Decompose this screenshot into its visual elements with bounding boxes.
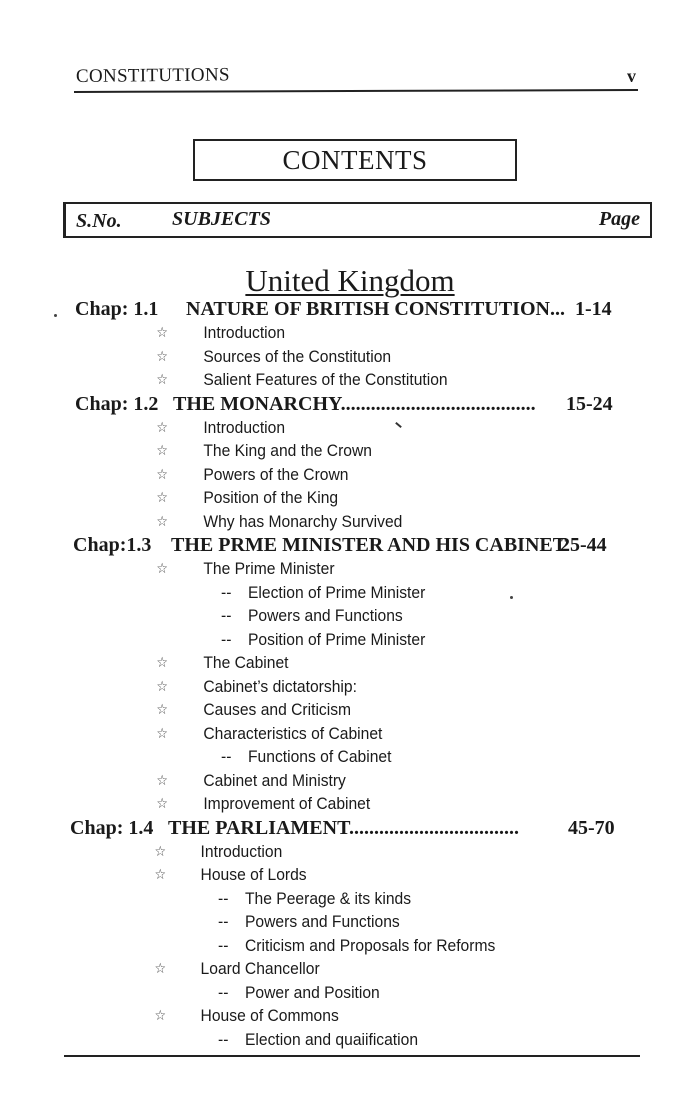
chapter-row [0, 816, 700, 840]
chapter-pages: 1-14 [575, 298, 612, 320]
chapter-number: Chap: 1.1 [75, 298, 159, 320]
star-bullet-icon: ☆ [156, 724, 168, 741]
toc-item [0, 321, 644, 345]
table-header [63, 202, 652, 238]
dash-bullet-icon: -- [218, 912, 229, 931]
dash-bullet-icon: -- [221, 747, 232, 766]
toc-subitem-text: The Peerage & its kinds [245, 888, 412, 908]
toc-item-text: Introduction [203, 323, 286, 342]
chapter-pages: 25-44 [560, 534, 607, 556]
star-bullet-icon: ☆ [156, 347, 168, 364]
footer-rule [64, 1055, 640, 1057]
star-bullet-icon: ☆ [156, 324, 168, 340]
sno-column-header: S.No. [76, 210, 122, 232]
dash-bullet-icon: -- [221, 606, 232, 625]
chapter-pages: 45-70 [568, 816, 615, 839]
star-bullet-icon: ☆ [154, 866, 167, 882]
toc-item [0, 675, 644, 699]
contents-title: CONTENTS [193, 139, 517, 181]
toc-item [0, 863, 644, 887]
toc-item-text: Characteristics of Cabinet [203, 723, 383, 743]
toc-subitem-text: Position of Prime Minister [248, 629, 426, 649]
subjects-column-header: SUBJECTS [172, 208, 271, 230]
toc-subitem [0, 628, 700, 652]
toc-item-text: Cabinet’s dictatorship: [203, 676, 357, 696]
toc-subitem [0, 934, 700, 958]
toc-item-text: Loard Chancellor [200, 959, 320, 978]
toc-item-text: House of Commons [200, 1006, 339, 1025]
star-bullet-icon: ☆ [156, 489, 168, 505]
section-title: United Kingdom [245, 263, 455, 298]
star-bullet-icon: ☆ [156, 442, 168, 458]
star-bullet-icon: ☆ [154, 960, 167, 976]
chapter-title: THE PARLIAMENT.................................. [168, 816, 519, 839]
toc-item-text: Position of the King [203, 488, 339, 507]
toc-item-text: The Prime Minister [203, 559, 335, 578]
star-bullet-icon: ☆ [156, 701, 168, 717]
toc-item [0, 722, 644, 746]
toc-item [0, 1004, 644, 1028]
star-bullet-icon: ☆ [156, 677, 168, 694]
dash-bullet-icon: -- [221, 629, 232, 649]
toc-subitem [0, 910, 700, 934]
toc-subitem-text: Functions of Cabinet [248, 747, 392, 766]
toc-subitem-text: Election of Prime Minister [248, 582, 426, 602]
book-title: CONSTITUTIONS [75, 64, 230, 87]
toc-item-text: Improvement of Cabinet [203, 794, 371, 813]
toc-item [0, 840, 644, 864]
toc-item-text: Causes and Criticism [203, 700, 352, 719]
chapter-row [0, 533, 700, 557]
dash-bullet-icon: -- [218, 1029, 229, 1049]
chapter-number: Chap: 1.2 [75, 392, 159, 415]
toc-subitem-text: Election and quaiification [245, 1029, 419, 1049]
toc-item [0, 439, 644, 463]
star-bullet-icon: ☆ [156, 560, 168, 576]
toc-subitem [0, 604, 700, 628]
toc-item-text: House of Lords [200, 865, 307, 884]
toc-item [0, 463, 644, 487]
star-bullet-icon: ☆ [156, 418, 168, 435]
toc-subitem-text: Powers and Functions [245, 912, 400, 931]
toc-item [0, 651, 644, 675]
toc-item-text: Powers of the Crown [203, 464, 349, 484]
chapter-pages: 15-24 [566, 392, 613, 415]
toc-item-text: Salient Features of the Constitution [203, 370, 448, 389]
star-bullet-icon: ☆ [156, 771, 168, 788]
toc-item-text: Cabinet and Ministry [203, 770, 346, 790]
toc-item [0, 510, 644, 534]
toc-subitem [0, 1028, 700, 1052]
chapter-number: Chap:1.3 [73, 534, 152, 556]
toc-item-text: Sources of the Constitution [203, 346, 392, 366]
chapter-number: Chap: 1.4 [70, 816, 154, 839]
dash-bullet-icon: -- [221, 582, 232, 602]
chapter-row [0, 392, 700, 416]
toc-subitem-text: Power and Position [245, 982, 380, 1002]
toc-item [0, 486, 644, 510]
star-bullet-icon: ☆ [156, 654, 168, 670]
toc-item [0, 345, 644, 369]
toc-item-text: Introduction [203, 417, 286, 437]
toc-subitem [0, 981, 700, 1005]
page-number: v [627, 66, 636, 86]
toc-item [0, 368, 644, 392]
star-bullet-icon: ☆ [156, 465, 168, 482]
running-head [76, 64, 638, 92]
toc-item-text: The King and the Crown [203, 441, 372, 460]
dash-bullet-icon: -- [218, 982, 229, 1002]
chapter-row [0, 297, 700, 321]
chapter-title: THE PRME MINISTER AND HIS CABINET [171, 534, 567, 556]
star-bullet-icon: ☆ [156, 795, 168, 811]
toc-subitem [0, 745, 700, 769]
toc-subitem-text: Criticism and Proposals for Reforms [245, 935, 496, 955]
toc-item [0, 416, 644, 440]
toc-subitem-text: Powers and Functions [248, 606, 403, 625]
toc-item-text: The Cabinet [203, 653, 289, 672]
toc-item [0, 557, 644, 581]
star-bullet-icon: ☆ [156, 371, 168, 387]
toc-item [0, 792, 644, 816]
toc-item-text: Why has Monarchy Survived [203, 511, 403, 531]
toc-item [0, 698, 644, 722]
dash-bullet-icon: -- [218, 888, 229, 908]
page-column-header: Page [598, 208, 640, 230]
dash-bullet-icon: -- [218, 935, 229, 955]
toc-subitem [0, 581, 700, 605]
toc-item [0, 957, 644, 981]
toc-subitem [0, 887, 700, 911]
chapter-title: NATURE OF BRITISH CONSTITUTION... [186, 298, 565, 320]
chapter-title: THE MONARCHY....................................... [173, 392, 536, 415]
star-bullet-icon: ☆ [154, 1007, 167, 1023]
toc-item [0, 769, 644, 793]
star-bullet-icon: ☆ [154, 842, 167, 859]
table-of-contents [0, 297, 700, 1051]
header-rule [74, 89, 638, 93]
star-bullet-icon: ☆ [156, 512, 168, 529]
toc-item-text: Introduction [200, 841, 283, 861]
